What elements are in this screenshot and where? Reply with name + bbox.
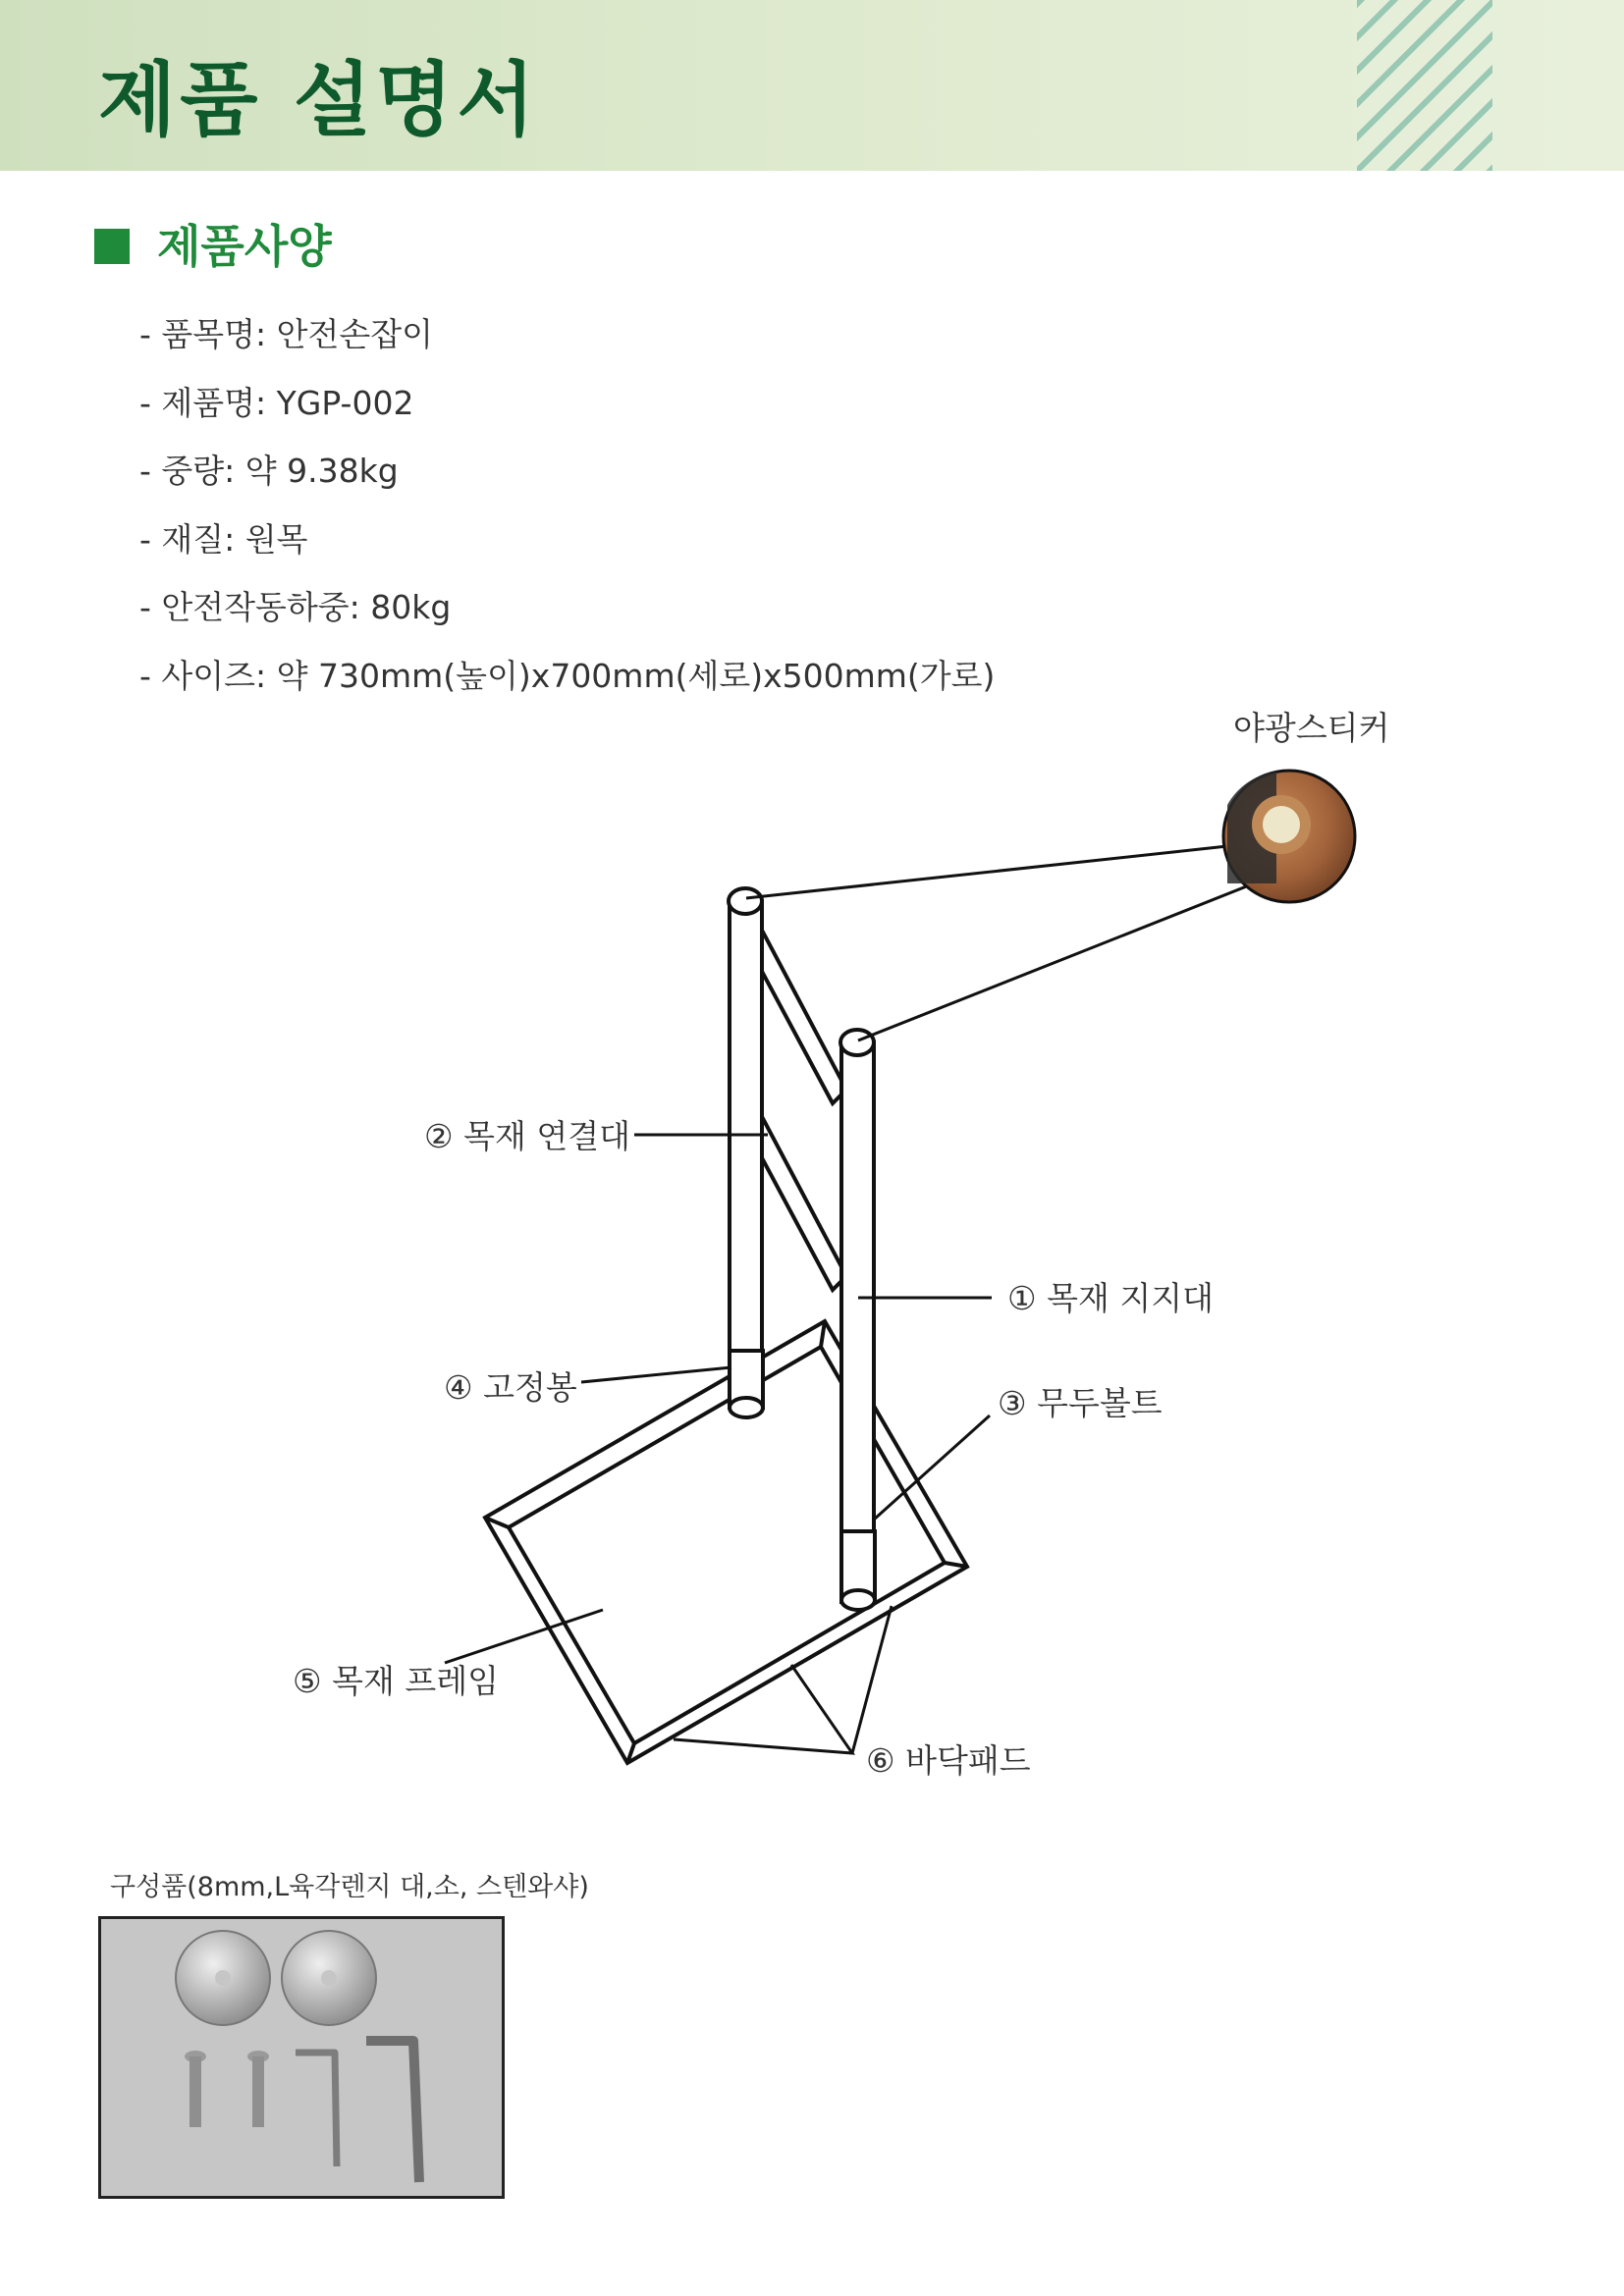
page-title: 제품 설명서 <box>98 54 539 147</box>
spec-item: - 중량: 약 9.38kg <box>139 452 399 490</box>
components-caption: 구성품(8mm,L육각렌지 대,소, 스텐와샤) <box>110 1872 589 1902</box>
part-label-fixing-rod: ④ 고정봉 <box>444 1368 577 1407</box>
sticker-photo <box>1223 771 1355 902</box>
part-label-bolt: ③ 무두볼트 <box>998 1384 1163 1422</box>
part-label-support: ① 목재 지지대 <box>1007 1279 1214 1317</box>
part-label-connector: ② 목재 연결대 <box>424 1117 630 1155</box>
components-photo <box>98 1916 505 2199</box>
section-title-text: 제품사양 <box>157 220 332 273</box>
spec-item: - 제품명: YGP-002 <box>139 383 414 422</box>
part-leader-lines <box>445 1135 992 1753</box>
spec-item: - 재질: 원목 <box>139 519 308 559</box>
part-label-frame: ⑤ 목재 프레임 <box>293 1662 499 1700</box>
spec-item: - 안전작동하중: 80kg <box>139 588 452 626</box>
sticker-label: 야광스티커 <box>1233 709 1390 747</box>
front-post-illustration <box>840 1030 875 1610</box>
sticker-callout-lines <box>746 846 1249 1041</box>
spec-item: - 사이즈: 약 730mm(높이)x700mm(세로)x500mm(가로) <box>139 656 996 695</box>
spec-item: - 품목명: 안전손잡이 <box>139 315 434 353</box>
part-label-floor-pad: ⑥ 바닥패드 <box>866 1741 1031 1780</box>
back-post-illustration <box>729 888 763 1417</box>
